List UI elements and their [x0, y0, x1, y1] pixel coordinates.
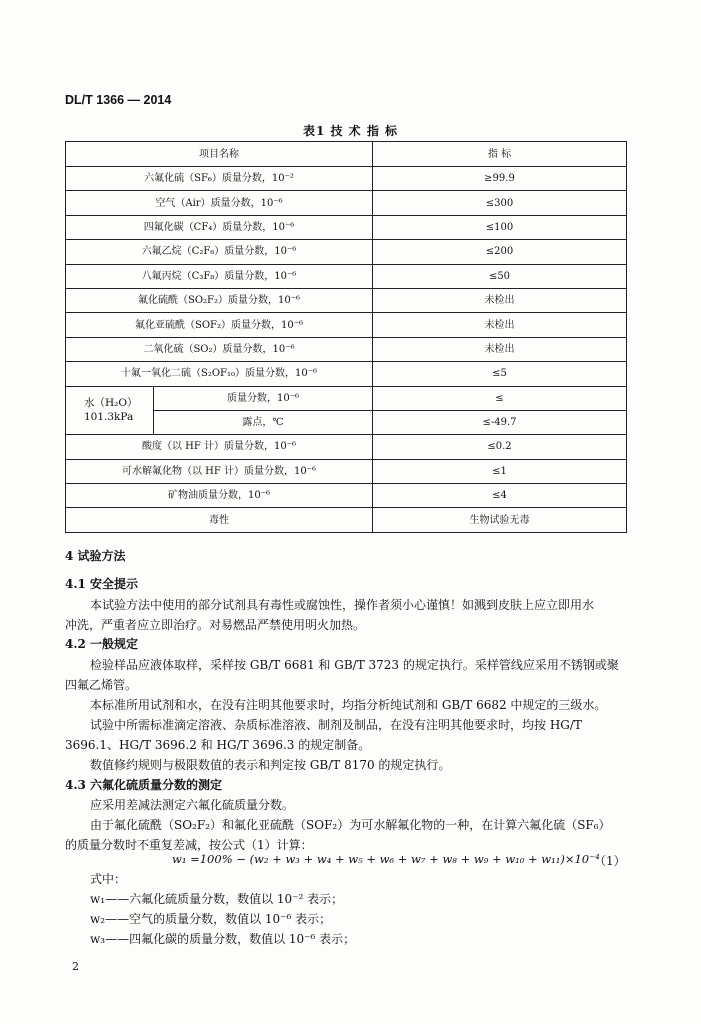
item-value: 未检出	[373, 337, 627, 361]
section-4-heading: 4 试验方法	[65, 549, 126, 563]
item-name: 毒性	[66, 508, 373, 532]
item-value: ≤300	[373, 191, 627, 215]
item-value: ≤5	[373, 362, 627, 386]
table-row	[66, 240, 627, 264]
table-row	[66, 484, 627, 508]
item-name: 二氧化硫（SO₂）质量分数，10⁻⁶	[66, 337, 373, 361]
table-row-water	[66, 386, 627, 410]
water-label-line2: 101.3kPa	[84, 411, 134, 424]
paragraph-line: 试验中所需标准滴定溶液、杂质标准溶液、制剂及制品，在没有注明其他要求时，均按 HG/T	[90, 718, 582, 732]
paragraph-line: 检验样品应液体取样，采样按 GB/T 6681 和 GB/T 3723 的规定执行。采样管线应采用不锈钢或聚	[90, 658, 619, 672]
item-value: ≤0.2	[373, 435, 627, 459]
item-name: 八氟丙烷（C₃F₈）质量分数，10⁻⁶	[66, 264, 373, 288]
table-row	[66, 508, 627, 532]
paragraph-line: 本试验方法中使用的部分试剂具有毒性或腐蚀性，操作者须小心谨慎！如溅到皮肤上应立即用水	[90, 598, 595, 612]
item-name: 露点，℃	[154, 410, 373, 434]
item-value: ≤4	[373, 484, 627, 508]
item-value: ≤100	[373, 215, 627, 239]
item-name: 氟化亚硫酰（SOF₂）质量分数，10⁻⁶	[66, 313, 373, 337]
section-4-2-heading: 4.2 一般规定	[65, 637, 139, 651]
item-name: 氟化硫酰（SO₂F₂）质量分数，10⁻⁶	[66, 288, 373, 312]
item-name: 六氟化硫（SF₆）质量分数，10⁻²	[66, 167, 373, 191]
table-row	[66, 215, 627, 239]
item-name: 十氟一氧化二硫（S₂OF₁₀）质量分数，10⁻⁶	[66, 362, 373, 386]
paragraph-line: 冲洗，严重者应立即治疗。对易燃品严禁使用明火加热。	[65, 618, 366, 632]
variable-definition: w₃——四氟化碳的质量分数，数值以 10⁻⁶ 表示；	[90, 932, 356, 946]
equation-number: （1）	[594, 854, 626, 868]
section-4-3-heading: 4.3 六氟化硫质量分数的测定	[65, 778, 223, 792]
item-value: 未检出	[373, 313, 627, 337]
table-header-row	[66, 142, 627, 167]
item-name: 酸度（以 HF 计）质量分数，10⁻⁶	[66, 435, 373, 459]
spec-table	[65, 141, 627, 533]
table-title: 表1 技 术 指 标	[302, 124, 399, 138]
section-4-1-heading: 4.1 安全提示	[65, 577, 139, 591]
water-label	[66, 386, 154, 435]
col-header-value: 指 标	[373, 142, 627, 167]
item-value: ≥99.9	[373, 167, 627, 191]
table-row	[66, 313, 627, 337]
item-name: 四氟化碳（CF₄）质量分数，10⁻⁶	[66, 215, 373, 239]
where-label: 式中：	[90, 872, 127, 886]
paragraph-line: 由于氟化硫酰（SO₂F₂）和氟化亚硫酰（SOF₂）为可水解氟化物的一种，在计算六氟化硫（SF₆）	[90, 818, 611, 832]
paragraph-line: 四氟乙烯管。	[65, 678, 138, 692]
item-value: ≤1	[373, 459, 627, 483]
water-label-line1: 水（H₂O）	[84, 397, 138, 410]
formula-1: w₁ =100% − (w₂ + w₃ + w₄ + w₅ + w₆ + w₇ + w₈ + w₉ + w₁₀ + w₁₁)×10⁻⁴	[172, 852, 600, 866]
table-row	[66, 459, 627, 483]
table-row	[66, 288, 627, 312]
paragraph-line: 本标准所用试剂和水，在没有注明其他要求时，均指分析纯试剂和 GB/T 6682 中规定的三级水。	[90, 698, 607, 712]
variable-definition: w₁——六氟化硫质量分数，数值以 10⁻² 表示；	[90, 892, 344, 906]
document-code: DL/T 1366 — 2014	[65, 93, 172, 107]
table-row	[66, 264, 627, 288]
item-value: ≤200	[373, 240, 627, 264]
item-value: ≤-49.7	[373, 410, 627, 434]
paragraph-line: 数值修约规则与极限数值的表示和判定按 GB/T 8170 的规定执行。	[90, 758, 451, 772]
item-value: ≤50	[373, 264, 627, 288]
item-value: 未检出	[373, 288, 627, 312]
variable-definition: w₂——空气的质量分数，数值以 10⁻⁶ 表示；	[90, 912, 332, 926]
paragraph-line: 3696.1、HG/T 3696.2 和 HG/T 3696.3 的规定制备。	[65, 738, 371, 752]
paragraph-line: 的质量分数时不重复差减，按公式（1）计算：	[65, 838, 313, 852]
table-row	[66, 435, 627, 459]
item-name: 质量分数，10⁻⁶	[154, 386, 373, 410]
table-row	[66, 167, 627, 191]
item-name: 可水解氟化物（以 HF 计）质量分数，10⁻⁶	[66, 459, 373, 483]
table-row	[66, 337, 627, 361]
item-name: 空气（Air）质量分数，10⁻⁶	[66, 191, 373, 215]
item-value: 生物试验无毒	[373, 508, 627, 532]
item-name: 六氟乙烷（C₂F₆）质量分数，10⁻⁶	[66, 240, 373, 264]
page-number: 2	[72, 960, 79, 973]
item-name: 矿物油质量分数，10⁻⁶	[66, 484, 373, 508]
table-row	[66, 191, 627, 215]
paragraph-line: 应采用差减法测定六氟化硫质量分数。	[90, 798, 295, 812]
col-header-item: 项目名称	[66, 142, 373, 167]
table-row	[66, 362, 627, 386]
item-value: ≤	[373, 386, 627, 410]
